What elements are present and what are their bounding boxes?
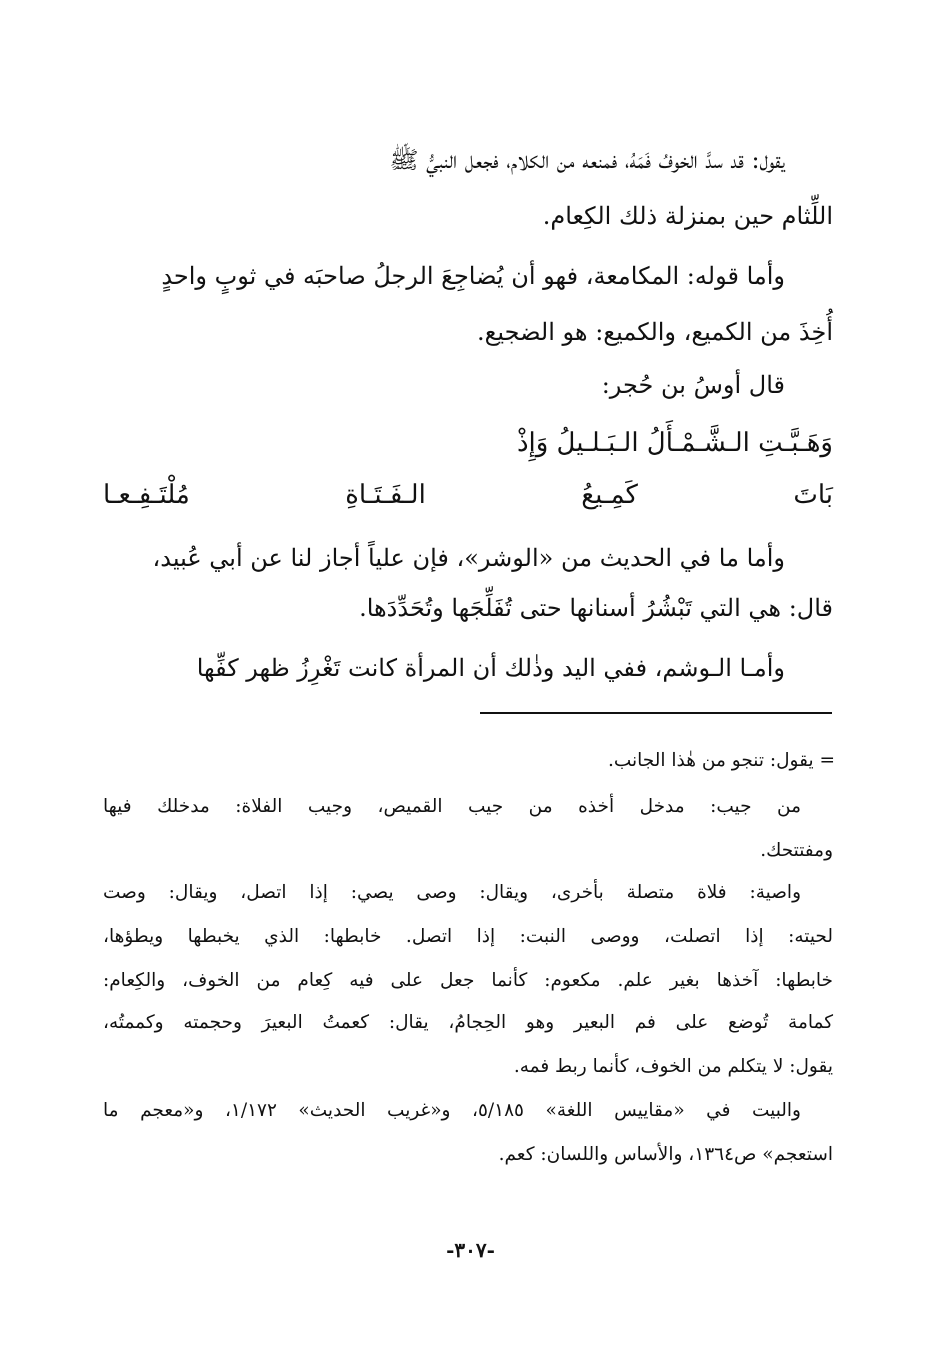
paragraph-line: وأما ما في الحديث من «الوشر»، فإن علياً أجاز لنا عن أبي عُبيد، (152, 544, 785, 572)
paragraph-line: يقول: قد سدَّ الخوفُ فَمَهُ، فمنعه من الكلام، فجعل النبيُّ ﷺ (389, 146, 785, 174)
footnote-line: من جيب: مدخل أخذه من جيب القميص، وجيب الفلاة: مدخلك فيها (103, 796, 801, 817)
footnote-line: خابطها: آخذها بغير علم. مكعوم: كأنما جعل على فيه كِعام من الخوف، والكِعام: (103, 970, 833, 991)
verse-hemistich-2: بَاتَ كَمِـيعُ الـفَـتَـاةِ مُلْتَـفِـعـا (103, 480, 833, 510)
footnote-line: كمامة تُوضع على فم البعير وهو الحِجامُ، يقال: كعمتُ البعيرَ وحجمته وكممتُه، (103, 1012, 833, 1033)
paragraph-line: أُخِذَ من الكميع، والكميع: هو الضجيع. (476, 318, 833, 346)
paragraph-line: اللِّثام حين بمنزلة ذلك الكِعام. (542, 202, 833, 230)
paragraph-line: وأما قوله: المكامعة، فهو أن يُضاجِعَ الرجلُ صاحبَه في ثوبٍ واحدٍ (161, 262, 785, 290)
footnote-line: لحيته: إذا اتصلت، ووصى النبت: إذا اتصل. خابطها: الذي يخبطها ويطؤها، (103, 926, 833, 947)
footnote-separator (480, 712, 832, 714)
paragraph-line: قال: هي التي تَبْشُرُ أسنانها حتى تُفَلِّجَها وتُحَدِّدَها. (359, 594, 833, 622)
footnote-line: يقول: لا يتكلم من الخوف، كأنما ربط فمه. (513, 1056, 833, 1077)
footnote-line: استعجم» ص١٣٦٤، والأساس واللسان: كعم. (498, 1144, 833, 1165)
footnote-line: = يقول: تنجو من هٰذا الجانب. (607, 750, 835, 771)
page-number: -٣٠٧- (446, 1238, 495, 1262)
verse-hemistich-1: وَهَـبَّـتِ الـشَّـمْـأَلُ الـبَـلـيلُ وَإِذْ (516, 428, 833, 458)
footnote-line: والبيت في «مقاييس اللغة» ٥/١٨٥، و«غريب الحديث» ١/١٧٢، و«معجم ما (103, 1100, 801, 1121)
footnote-line: واصية: فلاة متصلة بأخرى، ويقال: وصى يصي: إذا اتصل، ويقال: وصت (103, 882, 801, 903)
footnote-line: ومفتتحك. (760, 840, 833, 861)
poet-attribution: قال أوسُ بن حُجر: (601, 371, 785, 399)
paragraph-line: وأمـا الـوشم، ففي اليد وذٰلك أن المرأة كانت تَغْرِزُ ظهر كفِّها (196, 654, 785, 682)
